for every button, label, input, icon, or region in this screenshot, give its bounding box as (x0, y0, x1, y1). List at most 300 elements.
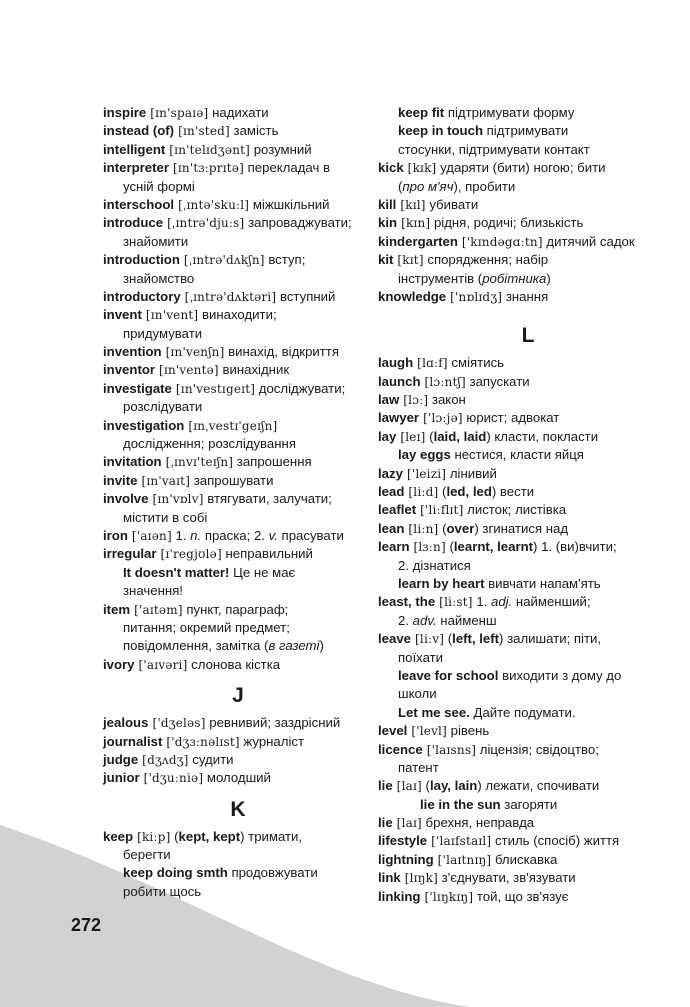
headword: launch (378, 373, 421, 389)
headword: inventor (103, 362, 156, 378)
transcription: [laɪ] (392, 779, 422, 794)
section-gap (378, 306, 678, 318)
transcription: [lɪŋk] (400, 871, 438, 886)
translation: надихати (208, 105, 269, 120)
italic-note: adv. (412, 612, 437, 628)
transcription: [laɪ] (392, 816, 422, 831)
translation: усній формі (123, 178, 195, 194)
headword: over (446, 520, 475, 536)
translation: лінивий (446, 465, 497, 481)
transcription: [kɪk] (403, 161, 437, 176)
transcription: [ɪn'spaɪə] (146, 106, 209, 120)
translation: запроваджувати; (244, 215, 352, 231)
translation: запрошувати (190, 472, 274, 488)
entry-continuation (103, 619, 373, 637)
transcription: [ˌɪntə'skuːl] (174, 197, 250, 212)
translation: ) (546, 270, 551, 286)
translation: з'єднувати, зв'язувати (437, 870, 576, 886)
transcription: [ɪnˌvestɪ'geɪʃn] (184, 418, 278, 433)
headword: It doesn't matter! (123, 564, 230, 580)
transcription: ['dʒeləs] (148, 716, 206, 731)
translation: берегти (123, 847, 171, 863)
dictionary-entry (103, 141, 373, 159)
translation: запускати (465, 373, 530, 389)
headword: kin (378, 215, 398, 231)
dictionary-entry (103, 453, 373, 471)
headword: kick (378, 160, 404, 176)
entry-continuation (103, 509, 373, 527)
italic-note: n. (190, 527, 202, 543)
translation: ( (444, 631, 453, 647)
translation: значення! (123, 583, 183, 599)
transcription: [kiːp] (133, 829, 171, 844)
translation: виходити з дому до (498, 667, 622, 683)
translation: втягувати, залучати; (203, 491, 332, 507)
translation: досліджувати; (255, 380, 346, 396)
entry-continuation (103, 178, 373, 196)
entry-continuation (378, 557, 678, 575)
headword: investigate (103, 380, 172, 396)
translation: ( (398, 178, 403, 194)
translation: поїхати (398, 649, 444, 665)
translation: придумувати (123, 325, 203, 341)
dictionary-entry (378, 159, 678, 177)
entry-phrase (378, 446, 678, 464)
translation: замість (229, 123, 279, 139)
translation: ліцензія; свідоцтво; (476, 741, 599, 757)
dictionary-entry (378, 888, 678, 906)
translation: знання (502, 288, 549, 304)
translation: ) лежати, спочивати (477, 778, 600, 794)
dictionary-entry (378, 354, 678, 372)
translation: загоряти (500, 796, 558, 812)
dictionary-entry (103, 656, 373, 674)
transcription: ['aɪtəm] (130, 602, 183, 617)
dictionary-entry (103, 714, 373, 732)
entry-continuation (103, 435, 373, 453)
dictionary-entry (103, 417, 373, 435)
transcription: [ˌɪntrə'dʌkʃn] (179, 253, 265, 268)
transcription: [dʒʌdʒ] (138, 752, 189, 767)
translation: слонова кістка (187, 656, 281, 672)
transcription: [ˌɪnvɪ'teɪʃn] (161, 455, 234, 470)
entry-phrase (103, 883, 373, 901)
translation: стиль (спосіб) життя (491, 833, 620, 849)
headword: laugh (378, 355, 414, 371)
entry-continuation (378, 178, 678, 196)
entry-phrase (378, 685, 678, 703)
dictionary-entry (103, 751, 373, 769)
dictionary-entry (103, 545, 373, 563)
headword: interpreter (103, 160, 169, 176)
translation: юрист; адвокат (462, 410, 560, 426)
headword: lightning (378, 851, 434, 867)
headword: lie (378, 778, 393, 794)
translation: ) тримати, (240, 828, 303, 844)
transcription: [ˌɪntrə'dʌktəri] (180, 289, 277, 304)
headword: lay, lain (429, 778, 478, 794)
translation: інструментів ( (398, 270, 483, 286)
transcription: ['laɪfstaɪl] (427, 834, 492, 849)
translation: спорядження; набір (423, 252, 549, 268)
transcription: [lɔː] (399, 393, 429, 408)
italic-note: adj. (490, 594, 513, 610)
headword: introductory (103, 288, 181, 304)
headword: lie in the sun (420, 796, 501, 812)
translation: ), пробити (453, 178, 516, 194)
headword: lifestyle (378, 833, 428, 849)
translation: підтримувати форму (444, 105, 575, 120)
dictionary-entry (378, 233, 678, 251)
transcription: [ɪn'ventə] (155, 363, 219, 378)
transcription: [liːd] (404, 485, 439, 500)
headword: invent (103, 307, 142, 323)
dictionary-entry (103, 159, 373, 177)
headword: invite (103, 472, 138, 488)
translation: дитячий садок (542, 233, 635, 249)
translation: ) 1. (ви)вчити; (533, 539, 617, 555)
transcription: ['dʒuːniə] (139, 771, 204, 786)
translation: рівень (446, 723, 490, 739)
translation: ) класти, покласти (486, 428, 599, 444)
dictionary-entry (378, 777, 678, 795)
translation: брехня, неправда (421, 815, 535, 831)
headword: irregular (103, 546, 157, 562)
transcription: ['leizi] (402, 466, 447, 481)
translation: знайомство (123, 270, 195, 286)
transcription: [liːn] (404, 521, 439, 536)
dictionary-entry (103, 361, 373, 379)
translation: питання; окремий предмет; (123, 619, 290, 635)
entry-continuation (103, 325, 373, 343)
dictionary-entry (378, 722, 678, 740)
translation: міжшкільний (249, 196, 330, 212)
translation: убивати (425, 196, 479, 212)
transcription: [ɪn'tɜːprɪtə] (168, 161, 244, 176)
headword: laid, laid (433, 428, 487, 444)
translation: перекладач в (243, 160, 331, 176)
transcription: [ˌɪntrə'djuːs] (163, 216, 245, 231)
headword: kit (378, 252, 394, 268)
headword: level (378, 723, 408, 739)
translation: сміятись (447, 355, 505, 371)
dictionary-entry (378, 373, 678, 391)
headword: jealous (103, 715, 149, 731)
transcription: [kɪn] (397, 216, 431, 231)
translation: молодший (203, 770, 271, 786)
translation: листок; листівка (463, 502, 567, 518)
italic-note: робітника (482, 270, 547, 286)
dictionary-entry (378, 465, 678, 483)
headword: licence (378, 741, 423, 757)
entry-continuation (378, 612, 678, 630)
translation: ) залишати; піти, (499, 631, 602, 647)
translation: найменший; (512, 594, 591, 610)
translation: запрошення (233, 454, 312, 470)
translation: ) згинатися над (474, 520, 569, 536)
dictionary-entry (378, 869, 678, 887)
dictionary-entry (378, 832, 678, 850)
headword: junior (103, 770, 140, 786)
translation: стосунки, підтримувати контакт (398, 141, 590, 157)
transcription: ['laɪtnɪŋ] (433, 852, 492, 867)
translation: прасувати (277, 527, 344, 543)
transcription: ['lɔːjə] (419, 411, 463, 426)
transcription: [kɪl] (396, 197, 426, 212)
dictionary-entry (378, 538, 678, 556)
translation: ) (319, 638, 324, 654)
dictionary-entry (378, 409, 678, 427)
headword: instead (of) (103, 123, 175, 139)
dictionary-entry (378, 483, 678, 501)
entry-continuation (103, 637, 373, 655)
translation: розслідувати (123, 399, 203, 415)
translation: патент (398, 759, 439, 775)
headword: involve (103, 491, 149, 507)
translation: робити щось (123, 883, 202, 899)
transcription: [liːst] (435, 595, 473, 610)
translation: ударяти (бити) ногою; бити (436, 160, 606, 176)
headword: lazy (378, 465, 403, 481)
transcription: ['nɒlɪdʒ] (446, 289, 503, 304)
dictionary-entry (103, 214, 373, 232)
entry-phrase (103, 582, 373, 600)
translation: вступ; (264, 252, 306, 268)
dictionary-entry (103, 527, 373, 545)
dictionary-entry (103, 472, 373, 490)
translation: підтримувати (483, 123, 569, 139)
letter-heading: L (521, 324, 535, 348)
left-column (103, 104, 373, 901)
dictionary-entry (103, 490, 373, 508)
translation: нестися, класти яйця (450, 447, 584, 463)
headword: judge (103, 751, 139, 767)
headword: lay (378, 428, 397, 444)
translation: ( (425, 428, 434, 444)
dictionary-entry (378, 391, 678, 409)
headword: investigation (103, 417, 185, 433)
italic-note: в газеті (268, 638, 320, 654)
headword: item (103, 601, 131, 617)
dictionary-entry (103, 104, 373, 122)
headword: kept, kept (178, 828, 241, 844)
transcription: [liːv] (411, 632, 445, 647)
entry-phrase (378, 667, 678, 685)
entry-phrase (378, 122, 678, 140)
translation: ( (438, 520, 447, 536)
dictionary-entry (103, 828, 373, 846)
translation: найменш (436, 612, 497, 628)
entry-continuation (378, 759, 678, 777)
translation: судити (188, 751, 234, 767)
headword: introduction (103, 252, 180, 268)
translation: винахідник (218, 362, 290, 378)
dictionary-entry (103, 601, 373, 619)
headword: lean (378, 520, 405, 536)
dictionary-entry (378, 851, 678, 869)
entry-phrase (378, 104, 678, 122)
translation: ) вести (491, 484, 535, 500)
translation: знайомити (123, 233, 189, 249)
transcription: ['laɪsns] (422, 742, 477, 757)
headword: interschool (103, 196, 175, 212)
translation: дослідження; розслідування (123, 436, 296, 452)
headword: led, led (446, 484, 492, 500)
entry-continuation (378, 649, 678, 667)
headword: keep doing smth (123, 865, 228, 881)
translation: праска; 2. (201, 527, 269, 543)
translation: ревнивий; заздрісний (205, 715, 341, 731)
headword: keep in touch (398, 123, 483, 139)
headword: lawyer (378, 410, 420, 426)
translation: журналіст (239, 733, 305, 749)
dictionary-entry (103, 251, 373, 269)
translation: винаходити; (198, 307, 277, 323)
dictionary-entry (378, 251, 678, 269)
translation: 1. (472, 594, 491, 610)
headword: inspire (103, 105, 147, 120)
italic-note: v. (268, 527, 278, 543)
entry-phrase (378, 575, 678, 593)
translation: винахід, відкриття (224, 344, 339, 360)
dictionary-entry (378, 520, 678, 538)
headword: learn by heart (398, 575, 485, 591)
headword: leaflet (378, 502, 417, 518)
transcription: [kɪt] (393, 253, 424, 268)
translation: ( (421, 778, 430, 794)
translation: 2. (398, 612, 413, 628)
dictionary-entry (378, 214, 678, 232)
headword: learn (378, 539, 410, 555)
page-number: 272 (71, 915, 102, 935)
headword: keep (103, 828, 134, 844)
headword: introduce (103, 215, 164, 231)
headword: left, left (452, 631, 500, 647)
headword: linking (378, 888, 421, 904)
translation: вивчати напам'ять (484, 575, 601, 591)
headword: learnt, learnt (453, 539, 534, 555)
dictionary-entry (378, 593, 678, 611)
transcription: [lɜːn] (409, 540, 446, 555)
headword: knowledge (378, 288, 447, 304)
translation: рідня, родичі; близькість (430, 215, 584, 231)
dictionary-entry (378, 741, 678, 759)
dictionary-entry (378, 288, 678, 306)
translation: ( (445, 539, 454, 555)
translation: пункт, параграф; (182, 601, 289, 617)
translation: ( (170, 828, 179, 844)
translation: Дайте подумати. (469, 704, 576, 720)
translation: неправильний (221, 546, 313, 562)
entry-continuation (103, 233, 373, 251)
transcription: ['aɪvəri] (134, 657, 188, 672)
transcription: [ɪn'telɪdʒənt] (165, 142, 251, 157)
headword: iron (103, 527, 128, 543)
entry-continuation (103, 270, 373, 288)
translation: продовжувати (227, 865, 318, 881)
headword: lie (378, 815, 393, 831)
transcription: ['levl] (407, 724, 447, 739)
transcription: [ɪn'vestɪgeɪt] (171, 381, 256, 396)
dictionary-entry (378, 814, 678, 832)
headword: lay eggs (398, 447, 451, 463)
headword: link (378, 870, 401, 886)
transcription: [ɪn'vent] (141, 308, 199, 323)
right-column (378, 104, 678, 906)
transcription: ['kɪndəgɑːtn] (457, 234, 543, 249)
dictionary-entry (378, 428, 678, 446)
transcription: [ɪn'vaɪt] (137, 473, 191, 488)
entry-continuation (103, 846, 373, 864)
dictionary-entry (378, 196, 678, 214)
transcription: ['aɪən] (127, 528, 172, 543)
dictionary-entry (103, 306, 373, 324)
entry-phrase (378, 796, 678, 814)
dictionary-entry (103, 196, 373, 214)
headword: invention (103, 344, 162, 360)
headword: journalist (103, 733, 163, 749)
transcription: ['liːflɪt] (416, 503, 464, 518)
headword: least, the (378, 594, 436, 610)
transcription: [lɔːntʃ] (420, 374, 466, 389)
headword: leave for school (398, 667, 499, 683)
transcription: [leɪ] (396, 429, 426, 444)
transcription: [ɪ'regjʊlə] (156, 547, 222, 562)
translation: ( (438, 484, 447, 500)
transcription: [ɪn'sted] (174, 124, 230, 139)
entry-continuation (103, 398, 373, 416)
letter-heading: K (230, 797, 246, 821)
headword: Let me see. (398, 704, 470, 720)
translation: вступний (276, 288, 336, 304)
headword: keep fit (398, 105, 445, 120)
letter-heading: J (232, 684, 244, 708)
translation: повідомлення, замітка ( (123, 638, 269, 654)
headword: ivory (103, 656, 135, 672)
headword: invitation (103, 454, 162, 470)
entry-phrase (378, 704, 678, 722)
headword: kindergarten (378, 233, 458, 249)
dictionary-entry (378, 501, 678, 519)
entry-phrase (378, 141, 678, 159)
headword: leave (378, 631, 412, 647)
headword: kill (378, 196, 397, 212)
translation: той, що зв'язує (473, 888, 569, 904)
entry-continuation (378, 270, 678, 288)
transcription: ['dʒɜːnəlɪst] (162, 734, 240, 749)
headword: intelligent (103, 141, 166, 157)
dictionary-entry (103, 380, 373, 398)
translation: закон (428, 392, 466, 408)
headword: lead (378, 484, 405, 500)
translation: розумний (250, 141, 312, 157)
translation: 2. дізнатися (398, 557, 471, 573)
dictionary-entry (103, 288, 373, 306)
translation: Це не має (229, 564, 296, 580)
transcription: [lɑːf] (413, 356, 448, 371)
translation: школи (398, 686, 437, 702)
headword: law (378, 392, 400, 408)
dictionary-entry (103, 769, 373, 787)
dictionary-entry (103, 122, 373, 140)
entry-phrase (103, 864, 373, 882)
italic-note: про м'яч (402, 178, 454, 194)
transcription: ['lɪŋkɪŋ] (420, 889, 474, 904)
dictionary-entry (103, 733, 373, 751)
translation: 1. (171, 527, 191, 543)
translation: блискавка (491, 851, 558, 867)
dictionary-entry (378, 630, 678, 648)
